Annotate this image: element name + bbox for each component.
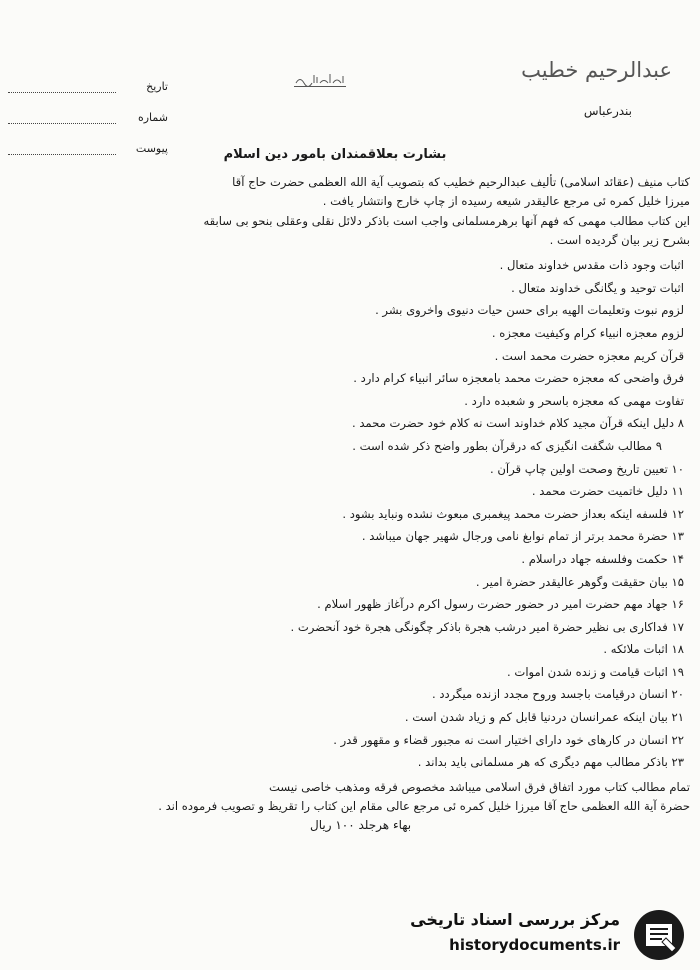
closing-line: حضرة آیة الله العظمی حاج آقا میرزا خلیل کمره ئی مرجع عالی مقام این کتاب را تقریظ و تصویب فرموده اند . [158,799,690,814]
list-item: ۱۸ اثبات ملائکه . [603,642,684,657]
list-item: ۲۳ باذکر مطالب مهم دیگری که هر مسلمانی باید بداند . [417,755,684,770]
document-title: بشارت بعلاقمندان بامور دین اسلام [223,147,447,162]
list-item: ۱۶ جهاد مهم حضرت امیر در حضور حضرت رسول اکرم درآغاز ظهور اسلام . [317,597,684,612]
attachment-field [8,124,168,155]
list-item: ۲۰ انسان درقیامت باجسد وروح مجدد ازنده میگردد . [431,687,684,702]
intro-line: بشرح زیر بیان گردیده است . [549,232,690,247]
list-item: اثبات وجود ذات مقدس خداوند متعال . [499,258,684,273]
list-item: ۱۳ حضرة محمد برتر از تمام نوابغ نامی ورجال شهیر جهان میباشد . [361,529,684,544]
number-field [8,93,168,124]
number-label: شماره [137,111,168,124]
date-line [8,78,116,93]
list-item: ۱۲ فلسفه اینکه بعداز حضرت محمد پیغمبری مبعوث نشده ونباید بشود . [342,506,684,521]
list-item: ۱۵ بیان حقیقت وگوهر عالیقدر حضرة امیر . [475,574,684,589]
list-item: قرآن کریم معجزه حضرت محمد است . [494,348,684,363]
date-field [8,62,168,93]
list-item: ۱۱ دلیل خاتمیت حضرت محمد . [531,484,684,499]
attachment-line [8,140,116,155]
document-body [12,173,690,816]
number-line [8,109,116,124]
price-line: بهاء هرجلد ۱۰۰ ریال [310,818,412,832]
list-item: ۲۲ انسان در کارهای خود دارای اختیار است نه مجبور قضاء و مقهور قدر . [333,732,684,747]
list-item: ۱۷ فداکاری بی نظیر حضرة امیر درشب هجرة باذکر چگونگی هجرة خود آنحضرت . [290,619,684,634]
archive-watermark [410,904,692,964]
intro-line: این کتاب مطالب مهمی که فهم آنها برهرمسلمانی واجب است باذکر دلائل نقلی وعقلی بنحو بی سابقه [203,213,690,228]
watermark-url: historydocuments.ir [449,936,620,954]
bismillah-seal-icon [294,72,346,87]
letterhead-city: بندرعباس [583,104,632,118]
intro-line: کتاب منیف (عقائد اسلامی) تألیف عبدالرحیم خطیب که بتصویب آیة الله العظمی حضرت حاج آقا [232,175,690,189]
list-item: تفاوت مهمی که معجزه باسحر و شعبده دارد . [464,393,684,408]
letterhead-name: عبدالرحیم خطیب [521,58,672,82]
list-item: ۸ دلیل اینکه قرآن مجید کلام خداوند است نه کلام خود حضرت محمد . [351,416,684,431]
list-item: ۱۹ اثبات قیامت و زنده شدن اموات . [507,664,684,679]
list-item: ۱۴ حکمت وفلسفه جهاد دراسلام . [521,551,684,566]
list-item: فرق واضحی که معجزه حضرت محمد بامعجزه سائر انبیاء کرام دارد . [353,371,684,386]
list-item: اثبات توحید و یگانگی خداوند متعال . [511,280,684,295]
topics-list [12,254,690,774]
date-label: تاریخ [146,80,168,93]
watermark-title: مرکز بررسی اسناد تاریخی [410,910,620,929]
list-item: لزوم نبوت وتعلیمات الهیه برای حسن حیات دنیوی واخروی بشر . [375,303,684,318]
list-item: ۹ مطالب شگفت انگیزی که درقرآن بطور واضح ذکر شده است . [352,438,662,453]
list-item: ۱۰ تعیین تاریخ وصحت اولین چاپ قرآن . [490,461,684,476]
list-item: ۲۱ بیان اینکه عمرانسان دردنیا قابل کم و زیاد شدن است . [404,710,684,725]
closing-line: تمام مطالب کتاب مورد اتفاق فرق اسلامی میباشد مخصوص فرقه ومذهب خاصی نیست [268,779,690,794]
attachment-label: پیوست [135,142,168,155]
archive-logo-icon [632,908,686,962]
list-item: لزوم معجزه انبیاء کرام وکیفیت معجزه . [491,325,684,340]
closing-section [12,778,690,817]
header-form-fields [8,62,168,155]
letterhead [497,58,672,118]
intro-line: میرزا خلیل کمره ئی مرجع عالیقدر شیعه رسیده از چاپ خارج وانتشار یافت . [322,194,690,209]
